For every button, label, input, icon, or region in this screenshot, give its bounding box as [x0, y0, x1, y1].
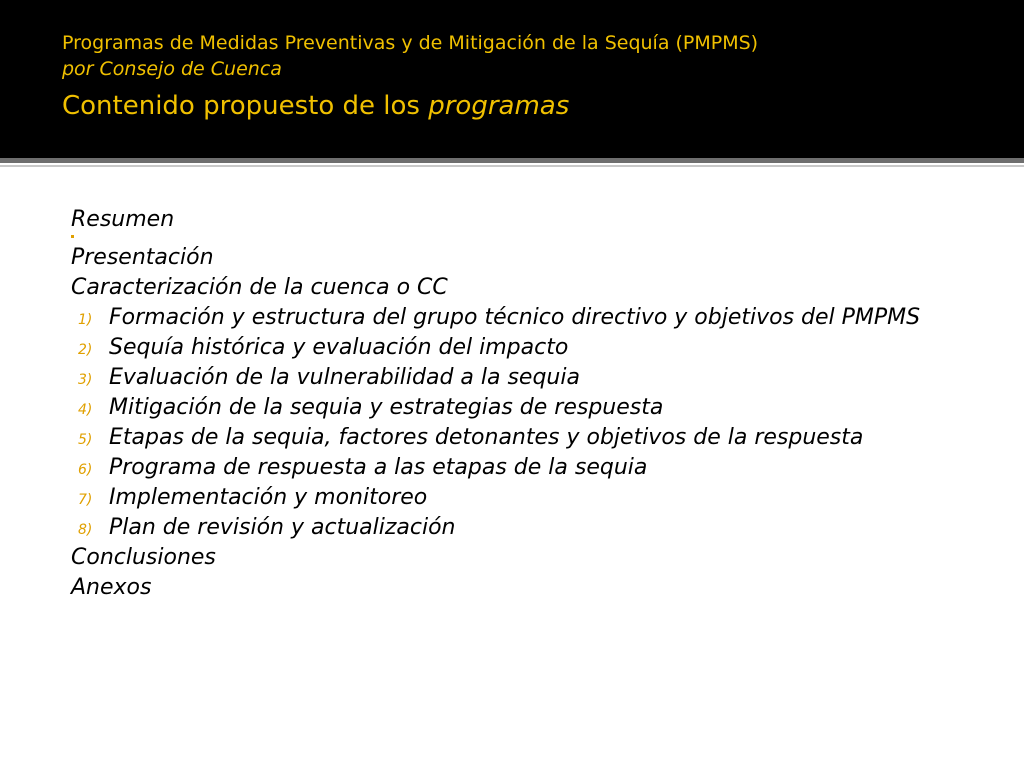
slide-title: [62, 30, 1002, 126]
item-text: Sequía histórica y evaluación del impacto: [109, 335, 569, 360]
item-number: 4): [78, 402, 93, 418]
item-text: Implementación y monitoreo: [109, 485, 428, 510]
item-number: 8): [78, 522, 93, 538]
title-line-3-plain: Contenido propuesto de los: [62, 91, 429, 121]
list-item-anexos: Anexos: [71, 575, 152, 600]
item-number: 6): [78, 462, 93, 478]
numbered-item-1: [71, 303, 951, 333]
numbered-item-6: [71, 453, 951, 483]
item-text: Formación y estructura del grupo técnico directivo y objetivos del PMPMS: [109, 305, 921, 330]
item-text: Plan de revisión y actualización: [109, 515, 456, 540]
title-divider-dark: [0, 158, 1024, 163]
list-item-conclusiones: Conclusiones: [71, 545, 216, 570]
numbered-item-2: [71, 333, 951, 363]
list-item-caracterizacion: Caracterización de la cuenca o CC: [71, 275, 448, 300]
numbered-item-8: [71, 513, 951, 543]
title-line-3-italic: programas: [428, 91, 570, 121]
item-text: Evaluación de la vulnerabilidad a la sequia: [109, 365, 580, 390]
item-text: Etapas de la sequia, factores detonantes y objetivos de la respuesta: [109, 425, 864, 450]
title-line-1: Programas de Medidas Preventivas y de Mitigación de la Sequía (PMPMS): [62, 32, 759, 54]
item-number: 5): [78, 432, 93, 448]
item-number: 7): [78, 492, 93, 508]
title-line-2: por Consejo de Cuenca: [62, 58, 282, 80]
bullet-dot-icon: [71, 235, 74, 238]
item-number: 3): [78, 372, 93, 388]
numbered-item-3: [71, 363, 951, 393]
numbered-item-4: [71, 393, 951, 423]
item-text: Mitigación de la sequia y estrategias de respuesta: [109, 395, 664, 420]
numbered-item-5: [71, 423, 951, 453]
item-text: Programa de respuesta a las etapas de la sequia: [109, 455, 648, 480]
numbered-item-7: [71, 483, 951, 513]
title-line-3: [62, 86, 1002, 126]
item-number: 1): [78, 312, 93, 328]
bullet-dot: [71, 235, 951, 243]
slide-body: [71, 205, 951, 603]
list-item-presentacion: Presentación: [71, 245, 214, 270]
item-number: 2): [78, 342, 93, 358]
list-item-resumen: Resumen: [71, 207, 175, 232]
title-divider-light: [0, 165, 1024, 167]
